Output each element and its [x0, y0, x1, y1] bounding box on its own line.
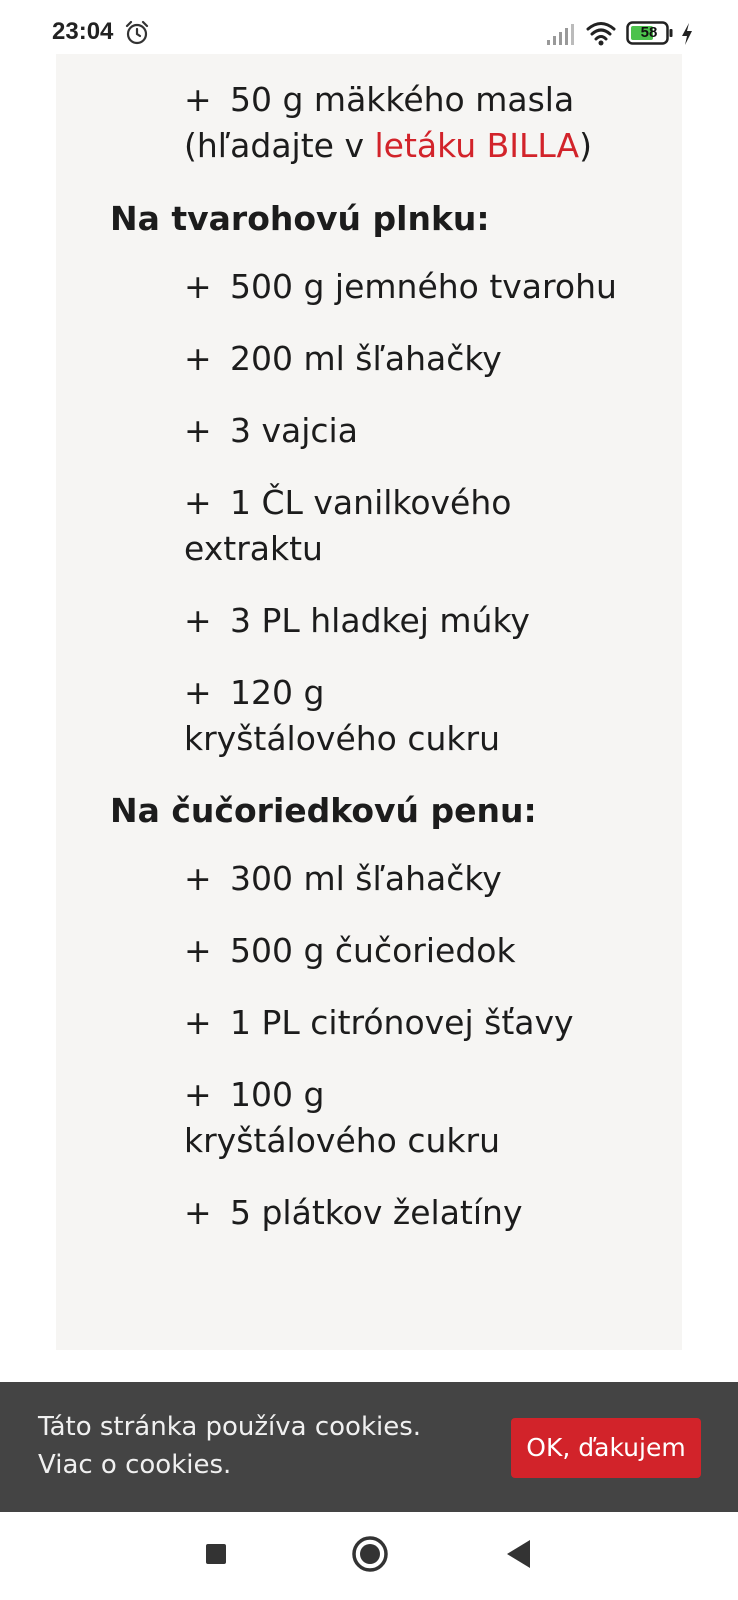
list-bullet: + [184, 673, 212, 712]
list-item [184, 598, 654, 644]
cookie-message [38, 1408, 478, 1484]
battery-level: 58 [640, 24, 658, 41]
list-bullet: + [184, 339, 212, 378]
list-item [184, 1000, 654, 1046]
navigation-bar [0, 1512, 738, 1600]
list-bullet: + [184, 1193, 212, 1232]
list-item [184, 1072, 544, 1164]
home-icon[interactable] [350, 1534, 390, 1574]
list-item [184, 480, 544, 572]
list-item [184, 856, 654, 902]
ingredient-text: 5 plátkov želatíny [230, 1193, 523, 1232]
billa-leaflet-link[interactable]: letáku BILLA [374, 126, 580, 165]
ingredient-note-close: ) [579, 126, 592, 165]
ingredient-text: 3 PL hladkej múky [230, 601, 530, 640]
recents-icon[interactable] [204, 1542, 228, 1566]
list-item [184, 408, 654, 454]
list-item [184, 928, 654, 974]
cookie-info-link[interactable]: Viac o cookies. [38, 1450, 232, 1480]
list-bullet: + [184, 80, 212, 119]
ingredient-text: 3 vajcia [230, 411, 358, 450]
cookie-accept-button[interactable]: OK, ďakujem [511, 1418, 701, 1478]
ingredient-text: 300 ml šľahačky [230, 859, 502, 898]
list-item [184, 1190, 654, 1236]
list-item [184, 336, 654, 382]
status-bar [0, 0, 738, 62]
list-bullet: + [184, 859, 212, 898]
status-time: 23:04 [52, 18, 114, 45]
list-bullet: + [184, 267, 212, 306]
ingredient-text: 1 PL citrónovej šťavy [230, 1003, 574, 1042]
list-item [184, 264, 654, 310]
ingredient-text: 50 g mäkkého masla [230, 80, 575, 119]
ingredient-text: 120 g kryštálového cukru [184, 673, 500, 758]
cookie-banner [0, 1382, 738, 1512]
ingredient-text: 500 g jemného tvarohu [230, 267, 617, 306]
list-bullet: + [184, 601, 212, 640]
wifi-icon [586, 20, 616, 46]
ingredient-butter [184, 77, 654, 169]
ingredient-text: 500 g čučoriedok [230, 931, 516, 970]
charging-icon [680, 22, 694, 46]
ingredient-text: 100 g kryštálového cukru [184, 1075, 500, 1160]
section-heading: Na tvarohovú plnku: [110, 199, 490, 238]
ingredient-note-open: (hľadajte v [184, 126, 375, 165]
section-heading: Na čučoriedkovú penu: [110, 791, 537, 830]
signal-icon [546, 22, 574, 46]
list-bullet: + [184, 1003, 212, 1042]
list-bullet: + [184, 1075, 212, 1114]
ingredient-text: 1 ČL vanilkového extraktu [184, 483, 512, 568]
back-icon[interactable] [504, 1538, 532, 1570]
cookie-notice-text: Táto stránka používa cookies. [38, 1412, 422, 1442]
list-item [184, 670, 544, 762]
alarm-icon [124, 20, 150, 46]
list-bullet: + [184, 931, 212, 970]
ingredient-text: 200 ml šľahačky [230, 339, 502, 378]
list-bullet: + [184, 411, 212, 450]
list-bullet: + [184, 483, 212, 522]
